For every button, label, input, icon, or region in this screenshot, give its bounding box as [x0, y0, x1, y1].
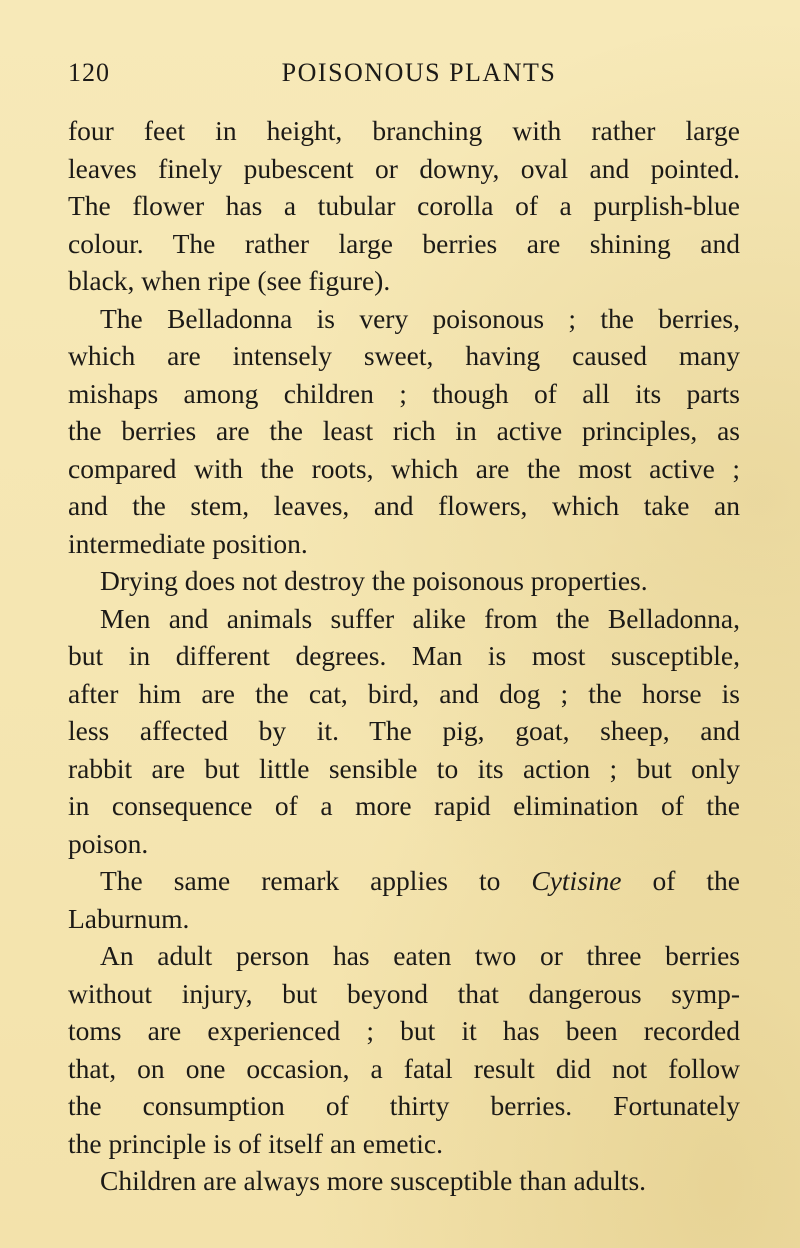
text-line: poison.: [68, 827, 149, 859]
paragraph: [68, 1162, 740, 1200]
paragraph: [68, 862, 740, 937]
text-line: [68, 862, 740, 900]
text-line: the berries are the least rich in active principles, as: [68, 415, 740, 446]
text-line: after him are the cat, bird, and dog ; the horse is: [68, 677, 740, 709]
text-line: and the stem, leaves, and flowers, which take an: [68, 490, 740, 521]
page-number: 120: [68, 58, 110, 87]
text-line: colour. The rather large berries are shining and: [68, 227, 740, 259]
text-line: four feet in height, branching with rather large: [68, 115, 740, 146]
text-line: Drying does not destroy the poisonous properties.: [100, 565, 648, 596]
paragraph: [68, 937, 740, 1162]
text-line: The flower has a tubular corolla of a purplish-blue: [68, 190, 740, 221]
italic-term: Cytisine: [531, 865, 622, 896]
body-text: [68, 112, 740, 1200]
running-head: [68, 58, 746, 98]
paragraph: [68, 562, 740, 600]
text-line: toms are experienced ; but it has been recorded: [68, 1015, 740, 1046]
text-line: the consumption of thirty berries. Fortunately: [68, 1090, 740, 1121]
paragraph: [68, 112, 740, 300]
text-line: rabbit are but little sensible to its action ; but only: [68, 752, 740, 784]
text-fragment: of the: [621, 865, 740, 896]
text-line: Children are always more susceptible than adults.: [100, 1165, 647, 1196]
text-line: in consequence of a more rapid elimination of the: [68, 790, 740, 821]
paragraph: [68, 300, 740, 563]
text-line: intermediate position.: [68, 527, 308, 559]
running-title: POISONOUS PLANTS: [281, 58, 557, 87]
text-line: the principle is of itself an emetic.: [68, 1127, 443, 1159]
text-line: compared with the roots, which are the most active ;: [68, 452, 740, 484]
text-line: mishaps among children ; though of all its parts: [68, 377, 740, 409]
text-line: An adult person has eaten two or three berries: [100, 940, 740, 971]
paragraph: [68, 600, 740, 863]
text-line: black, when ripe (see figure).: [68, 265, 391, 296]
text-line: Laburnum.: [68, 902, 190, 934]
text-line: that, on one occasion, a fatal result did not follow: [68, 1052, 740, 1084]
text-line: which are intensely sweet, having caused many: [68, 340, 740, 371]
text-line: without injury, but beyond that dangerous symp-: [68, 977, 740, 1009]
text-line: less affected by it. The pig, goat, sheep, and: [68, 715, 740, 746]
text-line: The Belladonna is very poisonous ; the berries,: [100, 302, 740, 334]
text-fragment: The same remark applies to: [100, 865, 532, 896]
text-line: leaves finely pubescent or downy, oval and pointed.: [68, 152, 740, 184]
text-line: but in different degrees. Man is most susceptible,: [68, 640, 740, 671]
text-line: Men and animals suffer alike from the Belladonna,: [100, 602, 740, 634]
